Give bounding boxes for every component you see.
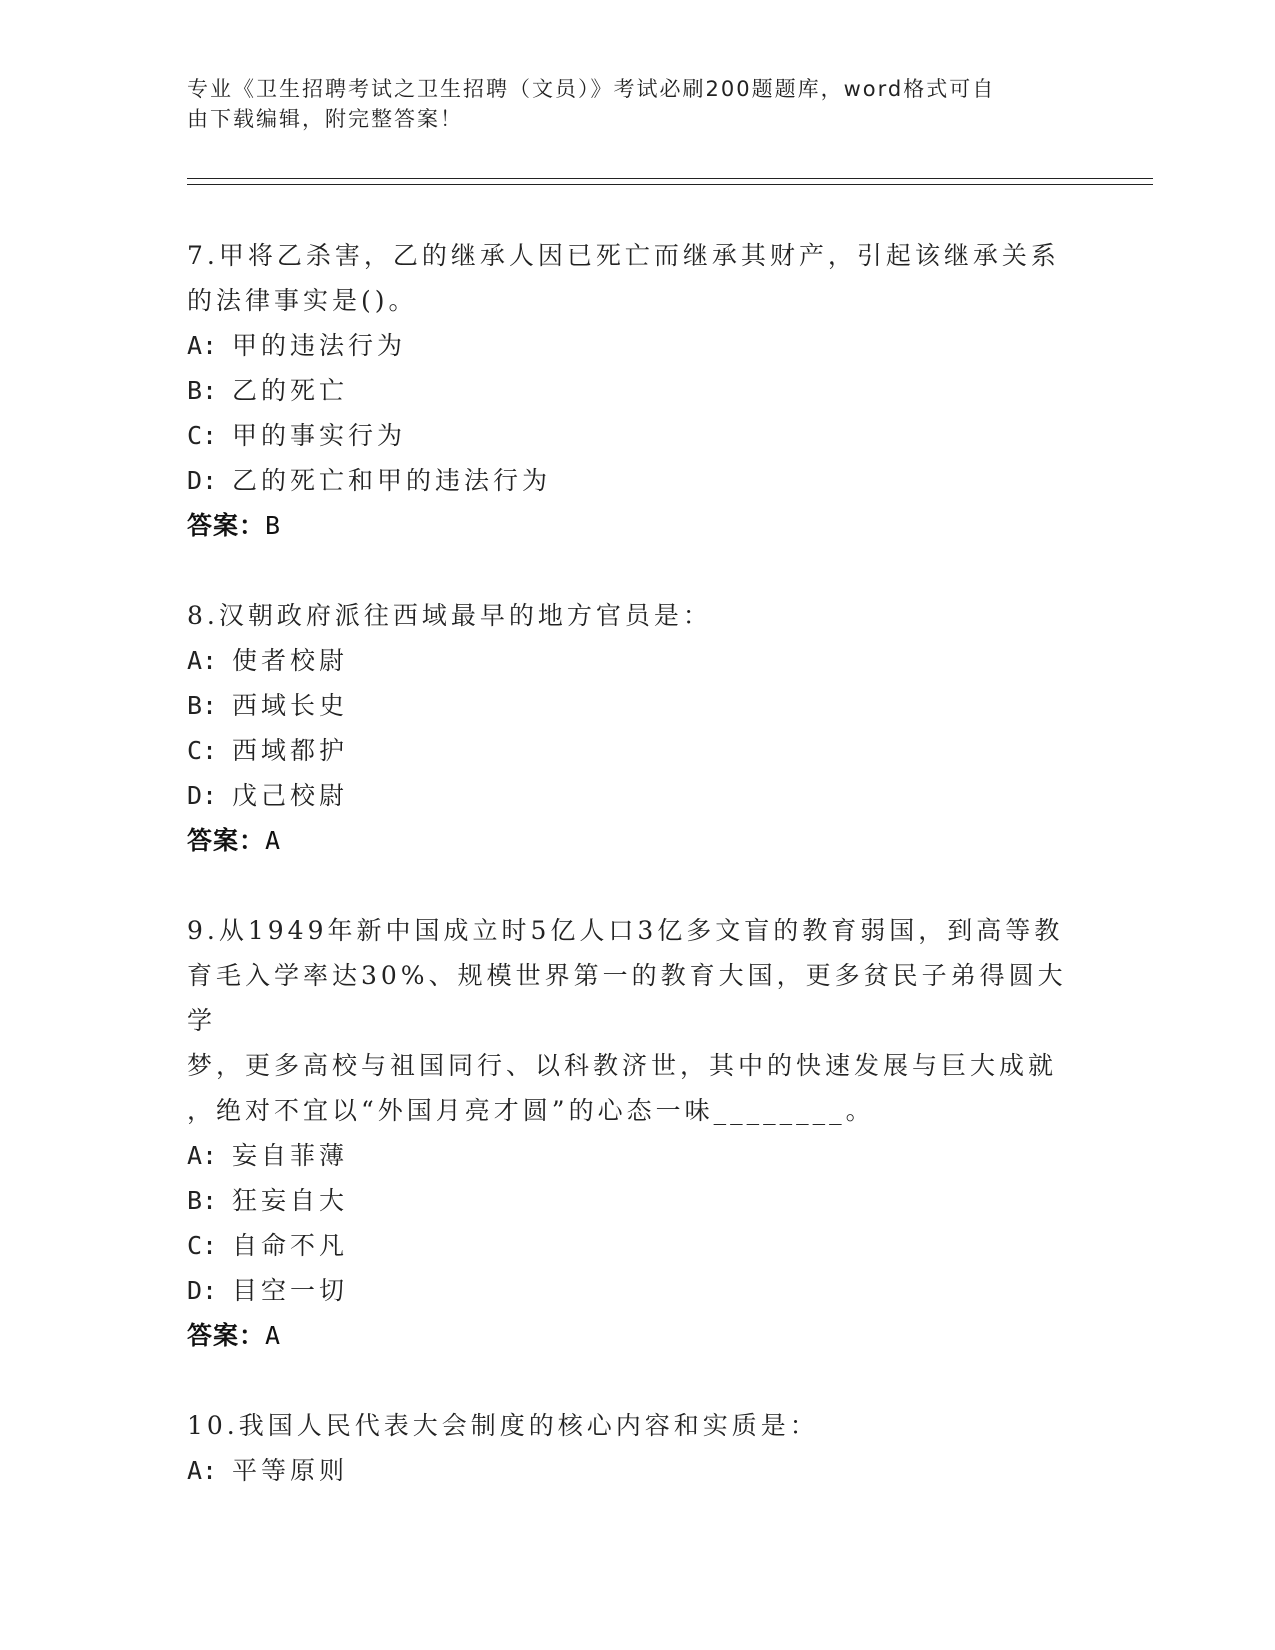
option-text: 甲的事实行为: [232, 421, 407, 450]
option-text: 甲的违法行为: [232, 331, 407, 360]
option-letter: B:: [187, 691, 218, 720]
question-block: [187, 1403, 1087, 1493]
answer-option: [187, 1133, 1087, 1178]
answer-option: [187, 728, 1087, 773]
option-letter: D:: [187, 1276, 218, 1305]
option-letter: A:: [187, 646, 218, 675]
option-text: 平等原则: [232, 1456, 349, 1485]
answer-label: 答案：: [187, 511, 266, 540]
option-letter: D:: [187, 781, 218, 810]
answer-line: [187, 503, 1087, 548]
answer-option: [187, 413, 1087, 458]
option-text: 狂妄自大: [232, 1186, 349, 1215]
option-letter: B:: [187, 1186, 218, 1215]
answer-option: [187, 1448, 1087, 1493]
header-line-1: 专业《卫生招聘考试之卫生招聘（文员）》考试必刷200题题库，word格式可自: [187, 77, 996, 101]
answer-label: 答案：: [187, 1321, 266, 1350]
answer-value: A: [265, 826, 282, 855]
header-line-2: 由下载编辑，附完整答案！: [187, 107, 463, 131]
question-list: [187, 233, 1087, 1538]
question-text-line: 育毛入学率达30%、规模世界第一的教育大国，更多贫民子弟得圆大学: [187, 961, 1067, 1035]
question-text-line: ，绝对不宜以“外国月亮才圆”的心态一味________。: [187, 1096, 875, 1125]
option-letter: A:: [187, 331, 218, 360]
question-block: [187, 233, 1087, 548]
answer-option: [187, 1268, 1087, 1313]
answer-option: [187, 323, 1087, 368]
header-divider-bottom: [187, 184, 1153, 185]
answer-line: [187, 1313, 1087, 1358]
answer-option: [187, 1178, 1087, 1223]
answer-line: [187, 818, 1087, 863]
option-text: 西域都护: [232, 736, 349, 765]
option-letter: A:: [187, 1456, 218, 1485]
option-text: 西域长史: [232, 691, 349, 720]
option-letter: C:: [187, 421, 218, 450]
option-letter: A:: [187, 1141, 218, 1170]
answer-option: [187, 458, 1087, 503]
answer-option: [187, 368, 1087, 413]
option-letter: C:: [187, 1231, 218, 1260]
document-header: [187, 74, 1057, 134]
question-text-line: 10.我国人民代表大会制度的核心内容和实质是：: [187, 1411, 819, 1440]
option-letter: D:: [187, 466, 218, 495]
answer-value: B: [265, 511, 282, 540]
option-text: 目空一切: [232, 1276, 349, 1305]
answer-option: [187, 638, 1087, 683]
answer-label: 答案：: [187, 826, 266, 855]
answer-option: [187, 773, 1087, 818]
option-text: 妄自菲薄: [232, 1141, 349, 1170]
option-text: 戊己校尉: [232, 781, 349, 810]
option-text: 使者校尉: [232, 646, 349, 675]
answer-option: [187, 1223, 1087, 1268]
question-text-line: 7.甲将乙杀害，乙的继承人因已死亡而继承其财产，引起该继承关系: [187, 241, 1060, 270]
question-block: [187, 908, 1087, 1358]
option-text: 乙的死亡和甲的违法行为: [232, 466, 552, 495]
answer-option: [187, 683, 1087, 728]
question-text-line: 9.从1949年新中国成立时5亿人口3亿多文盲的教育弱国，到高等教: [187, 916, 1064, 945]
question-block: [187, 593, 1087, 863]
option-letter: B:: [187, 376, 218, 405]
option-letter: C:: [187, 736, 218, 765]
question-text-line: 梦，更多高校与祖国同行、以科教济世，其中的快速发展与巨大成就: [187, 1051, 1058, 1080]
question-text-line: 8.汉朝政府派往西域最早的地方官员是：: [187, 601, 712, 630]
header-divider-top: [187, 178, 1153, 179]
option-text: 自命不凡: [232, 1231, 349, 1260]
answer-value: A: [265, 1321, 282, 1350]
question-text-line: 的法律事实是()。: [187, 286, 418, 315]
option-text: 乙的死亡: [232, 376, 349, 405]
